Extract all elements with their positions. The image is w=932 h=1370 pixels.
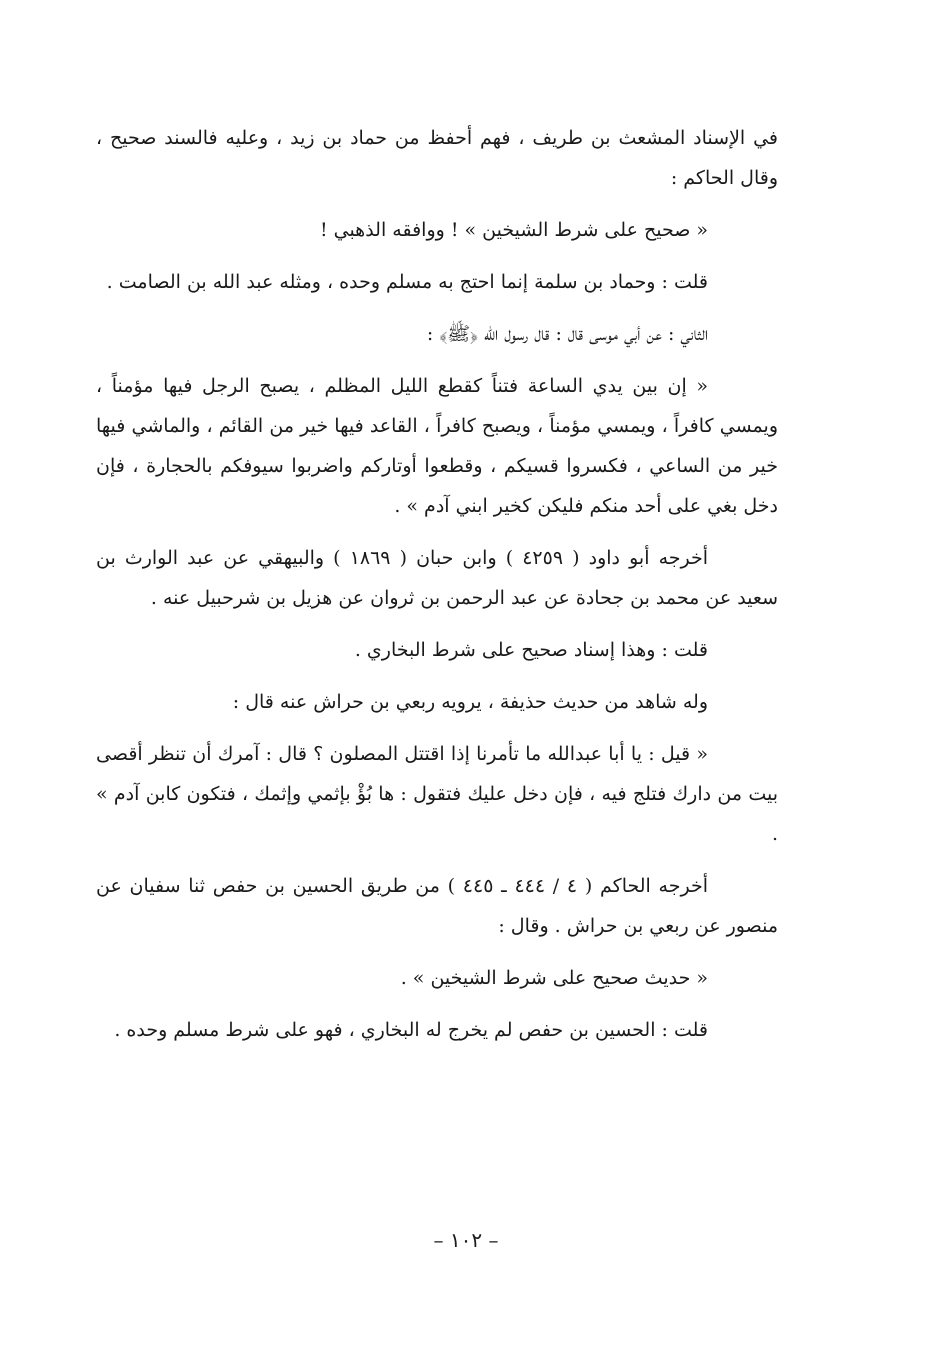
paragraph-8: وله شاهد من حديث حذيفة ، يرويه ربعي بن حراش عنه قال : (232, 691, 708, 713)
paragraph-2: « صحيح على شرط الشيخين » ! ووافقه الذهبي ! (319, 219, 708, 241)
paragraph-7: قلت : وهذا إسناد صحيح على شرط البخاري . (354, 639, 708, 661)
paragraph-4: الثاني : عن أبي موسى قال : قال رسول الله ﴿ﷺ﴾ : (426, 323, 708, 345)
paragraph-10: أخرجه الحاكم ( ٤ / ٤٤٤ ـ ٤٤٥ ) من طريق الحسين بن حفص ثنا سفيان عن منصور عن ربعي بن حراش . وقال : (96, 875, 778, 937)
paragraph-11: « حديث صحيح على شرط الشيخين » . (400, 967, 708, 989)
paragraph-5: « إن بين يدي الساعة فتناً كقطع الليل المظلم ، يصبح الرجل فيها مؤمناً ، ويمسي كافراً ، ويمسي مؤمناً ، ويصبح كافراً ، القاعد فيها خير من القائم ، والماشي فيها خير من الساعي ، فكسروا قسيكم ، وقطعوا أوتاركم واضربوا سيوفكم بالحجارة ، فإن دخل بغي على أحد منكم فليكن كخير ابني آدم » . (96, 375, 778, 517)
paragraph-1: في الإسناد المشعث بن طريف ، فهم أحفظ من حماد بن زيد ، وعليه فالسند صحيح ، وقال الحاكم : (96, 127, 778, 189)
page-body (96, 118, 778, 1062)
paragraph-9: « قيل : يا أبا عبدالله ما تأمرنا إذا اقتتل المصلون ؟ قال : آمرك أن تنظر أقصى بيت من دارك فتلج فيه ، فإن دخل عليك فتقول : ها بُؤْ بإثمي وإثمك ، فتكون كابن آدم » . (96, 743, 778, 845)
paragraph-12: قلت : الحسين بن حفص لم يخرج له البخاري ، فهو على شرط مسلم وحده . (114, 1019, 708, 1041)
paragraph-6: أخرجه أبو داود ( ٤٢٥٩ ) وابن حبان ( ١٨٦٩ ) والبيهقي عن عبد الوارث بن سعيد عن محمد بن جحادة عن عبد الرحمن بن ثروان عن هزيل بن شرحبيل عنه . (96, 547, 778, 609)
paragraph-3: قلت : وحماد بن سلمة إنما احتج به مسلم وحده ، ومثله عبد الله بن الصامت . (106, 271, 708, 293)
page-number: – ١٠٢ – (433, 1228, 499, 1252)
